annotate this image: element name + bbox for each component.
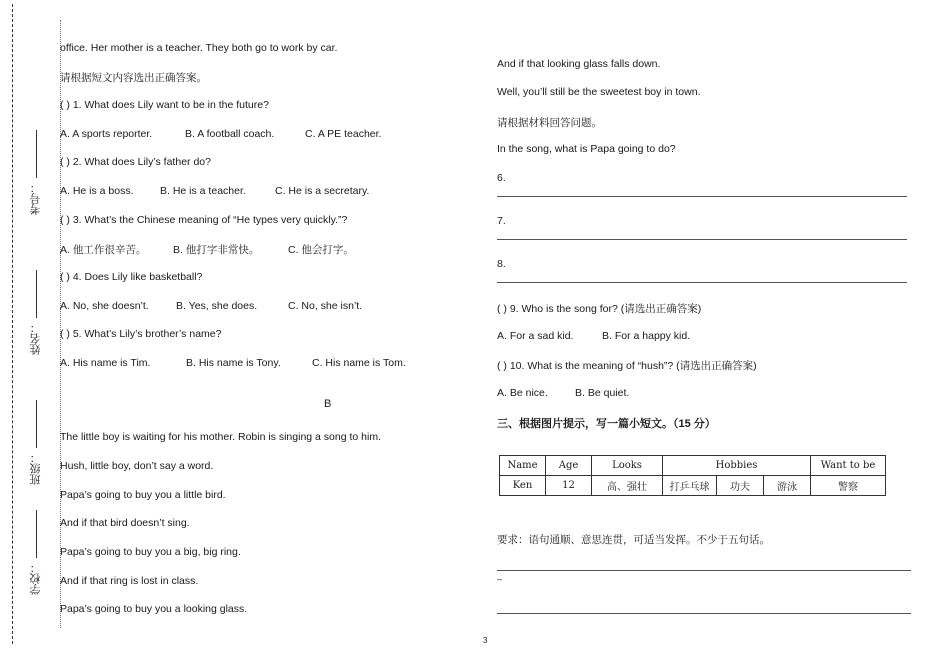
option-a: A. No, she doesn’t. xyxy=(60,300,149,312)
table-header-row xyxy=(500,456,886,476)
option-c: C. His name is Tom. xyxy=(312,357,406,369)
writing-line-2[interactable] xyxy=(497,613,911,614)
song-line: Papa’s going to buy you a little bird. xyxy=(60,489,226,501)
song-line: And if that ring is lost in class. xyxy=(60,575,199,587)
header-want-to-be: Want to be xyxy=(811,456,886,476)
header-looks: Looks xyxy=(592,456,663,476)
header-name: Name xyxy=(500,456,546,476)
writing-requirement: 要求：语句通顺、意思连贯，可适当发挥。不少于五句话。 xyxy=(497,534,770,546)
song-line: Well, you’ll still be the sweetest boy in town. xyxy=(497,86,701,98)
cell-name: Ken xyxy=(500,476,546,496)
song-line: Papa’s going to buy you a big, big ring. xyxy=(60,546,241,558)
option-b: B. Be quiet. xyxy=(575,387,630,399)
answer-line-6[interactable] xyxy=(497,196,907,197)
passage-end-line: office. Her mother is a teacher. They both go to work by car. xyxy=(60,42,338,54)
cell-looks: 高、强壮 xyxy=(592,476,663,496)
section-3-title: 三、根据图片提示，写一篇小短文。（15 分） xyxy=(497,418,716,430)
question-intro: In the song, what is Papa going to do? xyxy=(497,143,676,155)
question-2-options xyxy=(60,185,369,197)
option-b: B. He is a teacher. xyxy=(160,185,246,197)
binding-dashed-line xyxy=(12,4,13,644)
info-table xyxy=(499,455,886,496)
question-3: ( ) 3. What’s the Chinese meaning of “He types very quickly.”? xyxy=(60,214,348,226)
option-b: B. Yes, she does. xyxy=(176,300,258,312)
question-9-options xyxy=(497,330,690,342)
writing-line-dash: – xyxy=(497,574,503,584)
writing-line-1[interactable] xyxy=(497,570,911,571)
exam-number-blank xyxy=(36,130,37,178)
question-1: ( ) 1. What does Lily want to be in the future? xyxy=(60,99,269,111)
answer-line-8[interactable] xyxy=(497,282,907,283)
option-a: A. His name is Tim. xyxy=(60,357,151,369)
cell-hobby-1: 打乒乓球 xyxy=(663,476,717,496)
cell-hobby-3: 游泳 xyxy=(764,476,811,496)
option-a: A. 他工作很辛苦。 xyxy=(60,244,147,256)
blank-question-8: 8. xyxy=(497,258,506,270)
class-blank xyxy=(36,400,37,448)
question-4: ( ) 4. Does Lily like basketball? xyxy=(60,271,203,283)
class-label: 班级： xyxy=(29,452,42,485)
page-number: 3 xyxy=(483,636,488,645)
school-label: 学校： xyxy=(29,562,42,595)
left-column-guide xyxy=(60,20,61,628)
question-1-options xyxy=(60,128,381,140)
name-blank xyxy=(36,270,37,318)
margin-exam-number xyxy=(24,130,48,215)
option-a: A. For a sad kid. xyxy=(497,330,574,342)
song-line: Hush, little boy, don’t say a word. xyxy=(60,460,214,472)
option-a: A. A sports reporter. xyxy=(60,128,153,140)
option-a: A. He is a boss. xyxy=(60,185,134,197)
question-5-options xyxy=(60,357,406,369)
margin-name xyxy=(24,270,48,355)
cell-hobby-2: 功夫 xyxy=(717,476,764,496)
blank-question-7: 7. xyxy=(497,215,506,227)
question-5: ( ) 5. What’s Lily’s brother’s name? xyxy=(60,328,222,340)
question-3-options xyxy=(60,242,354,257)
option-c: C. He is a secretary. xyxy=(275,185,370,197)
question-4-options xyxy=(60,300,362,312)
blank-question-6: 6. xyxy=(497,172,506,184)
cell-age: 12 xyxy=(546,476,592,496)
question-9: ( ) 9. Who is the song for? (请选出正确答案) xyxy=(497,303,702,315)
song-line: And if that bird doesn’t sing. xyxy=(60,517,190,529)
option-b: B. 他打字非常快。 xyxy=(173,244,260,256)
cell-want-to-be: 警察 xyxy=(811,476,886,496)
song-line: The little boy is waiting for his mother. Robin is singing a song to him. xyxy=(60,431,381,443)
name-label: 姓名： xyxy=(29,322,42,355)
option-b: B. A football coach. xyxy=(185,128,275,140)
question-10: ( ) 10. What is the meaning of “hush”? (请选出正确答案) xyxy=(497,360,757,372)
reading-instruction: 请根据短文内容选出正确答案。 xyxy=(60,72,207,84)
option-b: B. For a happy kid. xyxy=(602,330,691,342)
table-row xyxy=(500,476,886,496)
material-instruction: 请根据材料回答问题。 xyxy=(497,117,602,129)
option-a: A. Be nice. xyxy=(497,387,548,399)
header-age: Age xyxy=(546,456,592,476)
margin-school xyxy=(24,510,48,595)
question-10-options xyxy=(497,387,629,399)
option-c: C. No, she isn’t. xyxy=(288,300,363,312)
school-blank xyxy=(36,510,37,558)
song-line: And if that looking glass falls down. xyxy=(497,58,661,70)
option-c: C. A PE teacher. xyxy=(305,128,382,140)
answer-line-7[interactable] xyxy=(497,239,907,240)
exam-number-label: 考号： xyxy=(29,182,42,215)
header-hobbies: Hobbies xyxy=(663,456,811,476)
song-line: Papa’s going to buy you a looking glass. xyxy=(60,603,248,615)
option-c: C. 他会打字。 xyxy=(288,244,354,256)
section-b-heading: B xyxy=(324,398,332,410)
margin-class xyxy=(24,400,48,485)
question-2: ( ) 2. What does Lily’s father do? xyxy=(60,156,211,168)
option-b: B. His name is Tony. xyxy=(186,357,281,369)
